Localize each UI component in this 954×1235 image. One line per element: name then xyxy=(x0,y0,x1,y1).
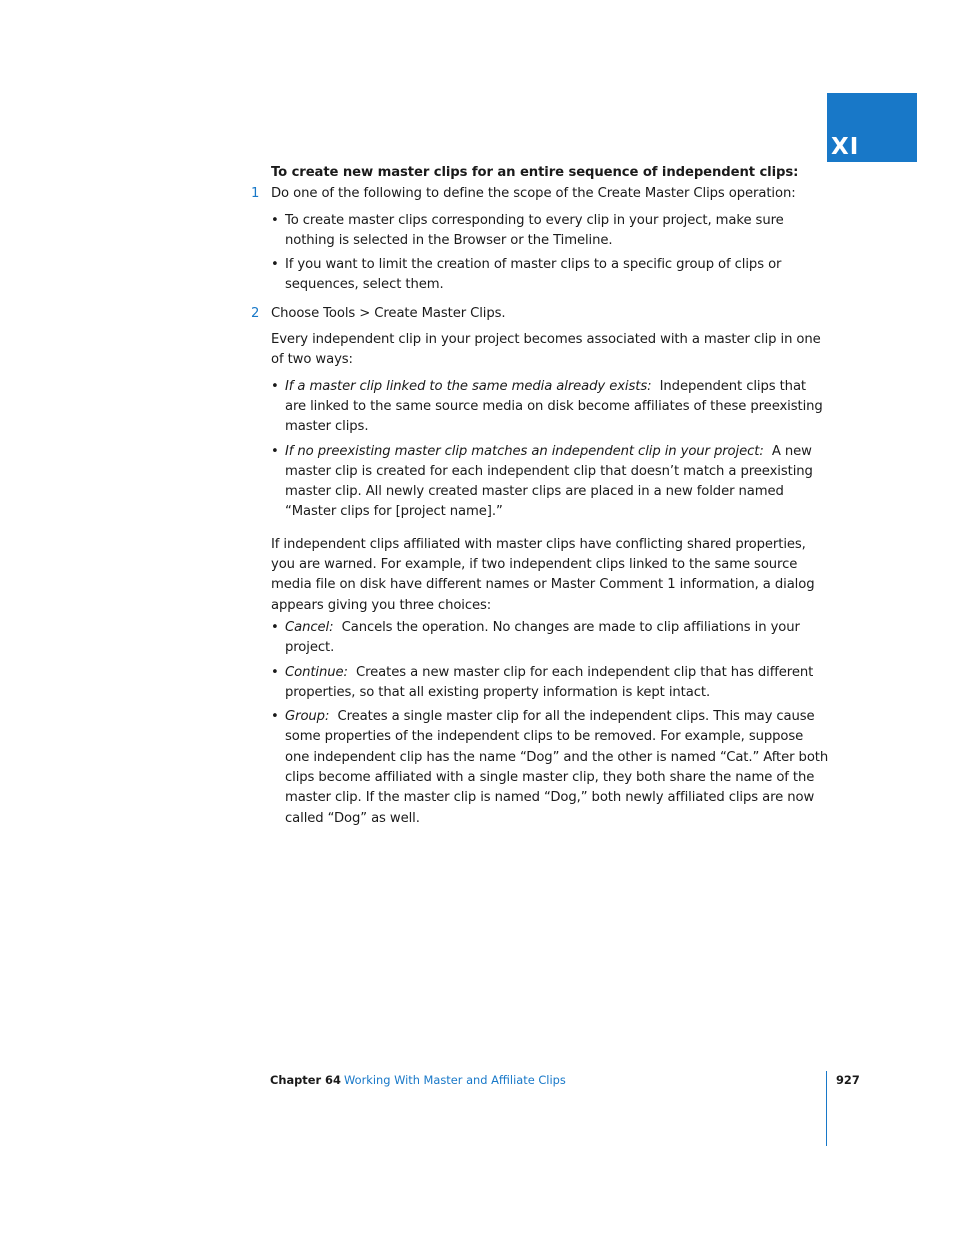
list-item xyxy=(271,618,830,659)
bullet-glyph: • xyxy=(271,378,279,394)
procedure-heading: To create new master clips for an entire sequence of independent clips: xyxy=(271,165,799,180)
list-item-text: To create master clips corresponding to every clip in your project, make sure nothing is selected in the Browser or the Timeline. xyxy=(285,212,784,248)
conflict-section xyxy=(250,535,830,829)
list-item xyxy=(271,211,830,252)
list-item xyxy=(271,707,830,829)
list-item-text: Independent clips that are linked to the same source media on disk become affiliates of these preexisting master clips. xyxy=(285,378,823,435)
main-content xyxy=(250,163,830,837)
footer-chapter: Chapter 64 xyxy=(270,1073,341,1087)
conflict-paragraph: If independent clips affiliated with master clips have conflicting shared properties, you are warned. For example, if two independent clips linked to the same source media file on disk have different names or Master Comment 1 information, a dialog appears giving you three choices: xyxy=(271,536,815,613)
list-item-term: If no preexisting master clip matches an independent clip in your project: xyxy=(285,443,764,459)
list-item-text: If you want to limit the creation of master clips to a specific group of clips or sequences, select them. xyxy=(285,257,782,293)
section-tab-label: XI xyxy=(831,134,860,160)
bullet-glyph: • xyxy=(271,257,279,273)
footer-chapter-title[interactable]: Working With Master and Affiliate Clips xyxy=(344,1073,566,1087)
bullet-glyph: • xyxy=(271,664,279,680)
list-item-text: A new master clip is created for each independent clip that doesn’t match a preexisting master clip. All newly created master clips are placed in a new folder named “Master clips for [project name].” xyxy=(285,443,813,520)
step-text: Choose Tools > Create Master Clips. xyxy=(271,305,506,321)
step-text: Do one of the following to define the scope of the Create Master Clips operation: xyxy=(271,186,796,202)
list-item xyxy=(271,377,830,438)
section-tab xyxy=(827,93,917,162)
choice-list xyxy=(271,618,830,829)
bullet-glyph: • xyxy=(271,212,279,228)
choice-text: Creates a new master clip for each independent clip that has different properties, so that all existing property information is kept intact. xyxy=(285,664,814,700)
choice-text: Creates a single master clip for all the independent clips. This may cause some properties of the independent clips to be removed. For example, suppose one independent clip has the name “Dog” and the other is named “Cat.” After both clips become affiliated with a single master clip, they both share the name of the master clip. If the master clip is named “Dog,” both newly affiliated clips are now called “Dog” as well. xyxy=(285,709,829,826)
choice-term: Cancel: xyxy=(285,619,334,635)
list-item xyxy=(271,663,830,704)
bullet-glyph: • xyxy=(271,619,279,635)
footer-divider xyxy=(826,1071,827,1146)
list-item xyxy=(271,255,830,296)
list-item xyxy=(271,442,830,523)
choice-term: Continue: xyxy=(285,664,348,680)
step-1 xyxy=(250,184,830,295)
step-2 xyxy=(250,304,830,523)
page-number: 927 xyxy=(836,1073,860,1087)
step-paragraph: Every independent clip in your project becomes associated with a master clip in one of two ways: xyxy=(271,332,821,368)
step-number: 2 xyxy=(251,305,260,321)
bullet-list xyxy=(271,377,830,523)
list-item-term: If a master clip linked to the same media already exists: xyxy=(285,378,652,394)
step-number: 1 xyxy=(251,186,260,202)
bullet-glyph: • xyxy=(271,709,279,725)
choice-term: Group: xyxy=(285,709,330,725)
bullet-list xyxy=(271,211,830,296)
choice-text: Cancels the operation. No changes are made to clip affiliations in your project. xyxy=(285,619,800,656)
bullet-glyph: • xyxy=(271,443,279,459)
